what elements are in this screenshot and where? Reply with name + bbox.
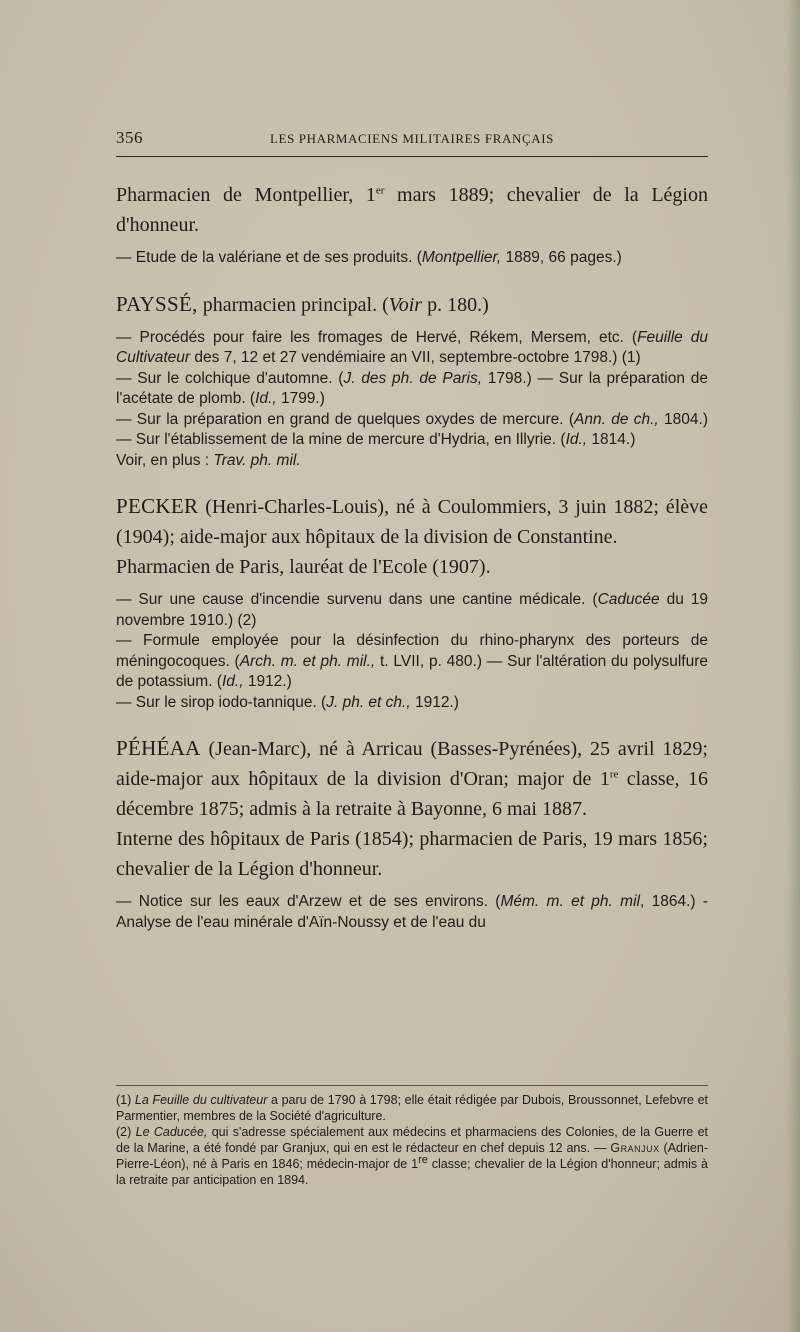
text: J. des ph. de Paris, xyxy=(343,369,483,387)
text: re xyxy=(609,768,619,781)
text: — Sur le sirop iodo-tannique. ( xyxy=(116,693,327,711)
text: Le Caducée, xyxy=(135,1125,208,1139)
entry-name: PAYSSÉ, xyxy=(116,291,198,316)
text: , 1864.) - Analyse de l'eau minérale d'Aïn-Noussy et de l'eau du xyxy=(116,893,709,931)
entry-bio: Interne des hôpitaux de Paris (1854); pharmacien de Paris, 19 mars 1856; chevalier de la Légion d'honneur. xyxy=(116,828,708,880)
text: — Sur la préparation en grand de quelques oxydes de mercure. ( xyxy=(116,410,575,428)
text: Granjux xyxy=(610,1141,660,1155)
entry-work xyxy=(116,410,708,451)
text: — Notice sur les eaux d'Arzew et de ses environs. ( xyxy=(116,893,501,910)
running-head: LES PHARMACIENS MILITAIRES FRANÇAIS xyxy=(270,131,554,146)
text: Montpellier, xyxy=(421,249,502,266)
entry-work xyxy=(116,328,708,369)
text: 1889, 66 pages.) xyxy=(501,249,622,266)
text: qui s'adresse spécialement aux médecins et pharmaciens des Colonies, de la Guerre et de la Marine, a été fondé par Granjux, qui en est le rédacteur en chef depuis 12 ans. — xyxy=(116,1125,709,1155)
text: 1912.) xyxy=(410,693,459,711)
text: Feuille du Cultivateur xyxy=(116,328,708,366)
text: classe, 16 décembre 1875; admis à la retraite à Bayonne, 6 mai 1887. xyxy=(116,768,708,820)
text: du 19 novembre 1910.) (2) xyxy=(116,591,708,629)
text: er xyxy=(375,184,385,197)
entry-work xyxy=(116,248,708,269)
text: — Sur une cause d'incendie survenu dans une cantine médicale. ( xyxy=(116,591,598,608)
text: Arch. m. et ph. mil., xyxy=(239,652,376,670)
text: — Etude de la valériane et de ses produits. ( xyxy=(116,249,422,266)
text: re xyxy=(418,1153,428,1166)
text: — Formule employée pour la désinfection du rhino-pharynx des porteurs de méningocoques. ( xyxy=(116,632,708,670)
header-rule xyxy=(116,156,708,157)
text: p. 180.) xyxy=(422,293,489,316)
entry-name: PÉHÉAA xyxy=(116,736,201,760)
text: (Henri-Charles-Louis), né à Coulommiers, 3 juin 1882; élève (1904); aide-major aux hôpitaux de la division de Constantine. xyxy=(116,496,708,548)
text: Id., xyxy=(221,673,244,690)
text: pharmacien principal. ( xyxy=(197,293,389,316)
text: Caducée xyxy=(597,591,660,608)
text: (2) xyxy=(116,1125,136,1139)
text: (Jean-Marc), né à Arricau (Basses-Pyrénées), 25 avril 1829; aide-major aux hôpitaux de la division d'Oran; major de 1 xyxy=(116,738,708,790)
text: Id., xyxy=(255,390,277,407)
text: (1) xyxy=(116,1093,135,1107)
text: J. ph. et ch., xyxy=(326,693,411,711)
entry-heading xyxy=(116,289,708,320)
text: 1804.) — Sur l'établissement de la mine de mercure d'Hydria, en Illyrie. ( xyxy=(116,410,708,448)
text: La Feuille du cultivateur xyxy=(134,1093,268,1107)
text: mars 1889; chevalier de la Légion d'honneur. xyxy=(116,184,708,236)
text: 1912.) xyxy=(243,673,292,690)
text: Voir xyxy=(388,293,423,316)
footnote-rule xyxy=(116,1085,708,1086)
text: Pharmacien de Montpellier, 1 xyxy=(116,184,376,206)
text: — Procédés pour faire les fromages de Hervé, Rékem, Mersem, etc. ( xyxy=(116,328,638,346)
entry-heading xyxy=(116,733,708,824)
footnote-1 xyxy=(116,1092,708,1124)
entry-work xyxy=(116,369,708,410)
text: (Adrien-Pierre-Léon), né à Paris en 1846; médecin-major de 1 xyxy=(116,1141,708,1171)
text: t. LVII, p. 480.) — Sur l'altération du polysulfure de potassium. ( xyxy=(116,652,708,690)
entry-heading xyxy=(116,491,708,552)
text: Mém. m. et ph. mil xyxy=(500,893,640,910)
page-edge-shadow xyxy=(786,0,800,1332)
text: 1814.) xyxy=(587,431,636,448)
footnote-2 xyxy=(116,1124,708,1188)
page-number: 356 xyxy=(116,128,143,147)
text: Trav. ph. mil. xyxy=(213,451,301,469)
page-header xyxy=(116,128,708,150)
entry-work xyxy=(116,892,708,933)
entry-work xyxy=(116,693,708,714)
text: Id., xyxy=(565,431,588,448)
text: classe; chevalier de la Légion d'honneur; admis à la retraite par anticipation en 1894. xyxy=(116,1157,708,1187)
text: — Sur le colchique d'automne. ( xyxy=(116,369,344,387)
text: Ann. de ch., xyxy=(574,410,659,428)
text: Voir, en plus : xyxy=(116,451,214,469)
text: a paru de 1790 à 1798; elle était rédigée par Dubois, Broussonnet, Lefebvre et Parmentier, membres de la Société d'agriculture. xyxy=(116,1093,709,1123)
entry-work xyxy=(116,451,708,472)
entry-work xyxy=(116,631,708,693)
footnotes xyxy=(116,1092,708,1188)
entry-bio: Pharmacien de Paris, lauréat de l'Ecole (1907). xyxy=(116,556,491,578)
main-text xyxy=(116,180,708,933)
text: 1799.) xyxy=(276,390,325,407)
entry-bio xyxy=(116,180,708,240)
entry-work xyxy=(116,590,708,631)
entry-name: PECKER xyxy=(116,494,199,518)
text: des 7, 12 et 27 vendémiaire an VII, septembre-octobre 1798.) (1) xyxy=(190,349,641,366)
text: 1798.) — Sur la préparation de l'acétate de plomb. ( xyxy=(116,369,708,407)
